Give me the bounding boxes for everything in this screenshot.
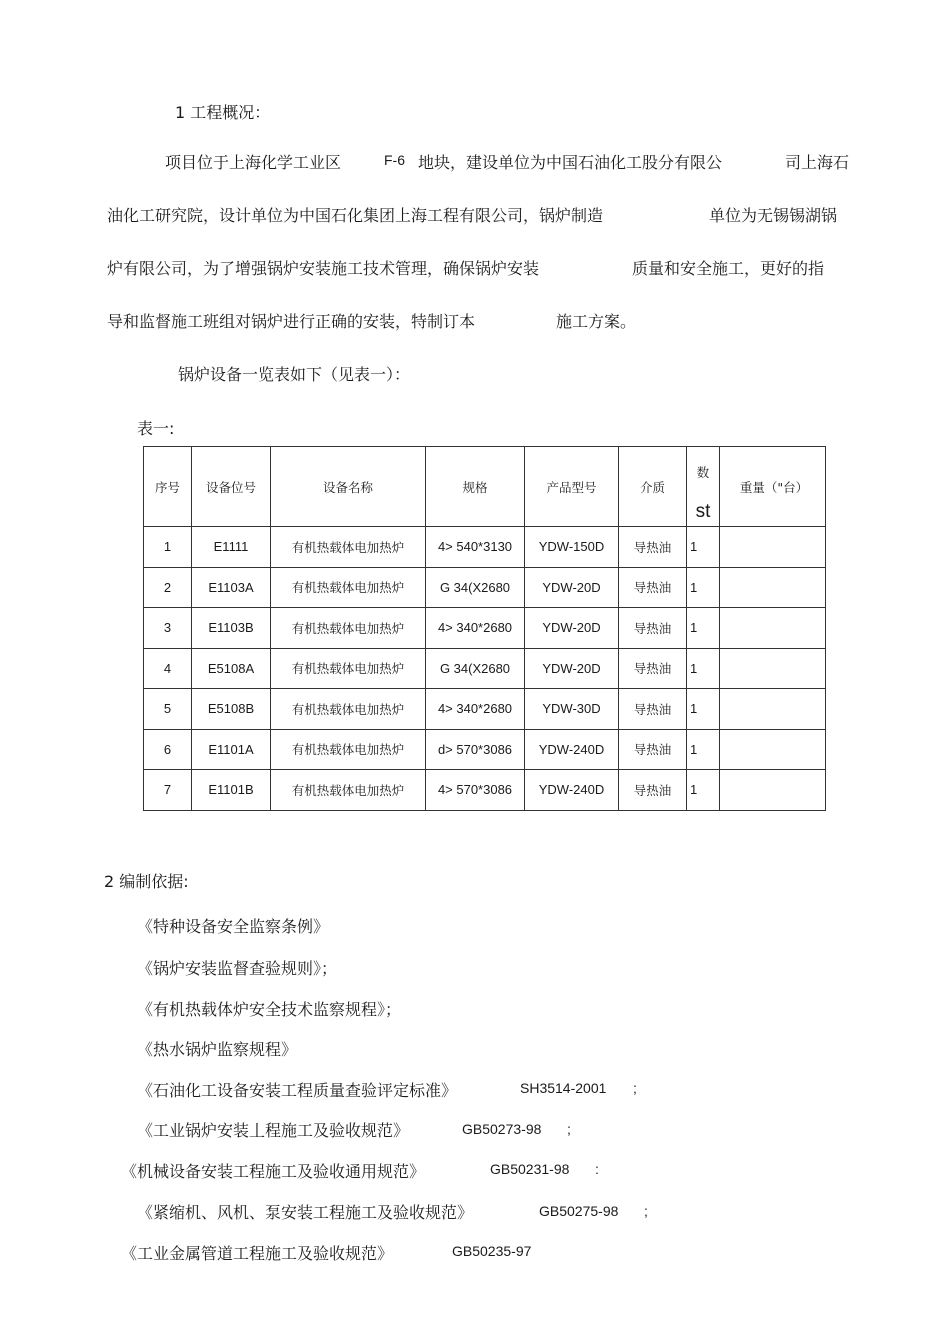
cell-qty: 1 xyxy=(687,729,720,770)
table-intro: 锅炉设备一览表如下（见表一）： xyxy=(178,365,411,384)
cell-medium: 导热油 xyxy=(619,608,687,649)
cell-model: YDW-20D xyxy=(525,648,619,689)
ref-item-1 xyxy=(137,914,329,937)
cell-model: YDW-150D xyxy=(525,527,619,568)
cell-weight xyxy=(720,567,826,608)
ref-code-9: GB50235-97 xyxy=(452,1243,532,1259)
cell-weight xyxy=(720,608,826,649)
ref-title: 《工业锅炉安装丄程施工及验收规范》 xyxy=(137,1121,410,1140)
ref-tail-5: ; xyxy=(633,1080,637,1096)
cell-spec: 4> 340*2680 xyxy=(426,689,525,730)
cell-spec: 4> 540*3130 xyxy=(426,527,525,568)
cell-medium: 导热油 xyxy=(619,527,687,568)
ref-title: 《有机热载体炉安全技术监察规程》； xyxy=(137,1000,402,1019)
header-tag: 设备位号 xyxy=(192,447,271,527)
cell-weight xyxy=(720,527,826,568)
para-line-4b: 施工方案。 xyxy=(556,312,637,331)
para-line-1b: F-6 xyxy=(384,152,405,168)
header-weight: 重量（"台） xyxy=(720,447,826,527)
table-caption: 表一: xyxy=(137,419,175,438)
cell-tag: E1101B xyxy=(192,770,271,811)
cell-spec: d> 570*3086 xyxy=(426,729,525,770)
cell-no: 5 xyxy=(144,689,192,730)
cell-no: 7 xyxy=(144,770,192,811)
cell-qty: 1 xyxy=(687,608,720,649)
para-line-3b: 质量和安全施工，更好的指 xyxy=(632,259,825,278)
cell-tag: E5108A xyxy=(192,648,271,689)
ref-item-6 xyxy=(137,1118,409,1141)
ref-code-5: SH3514-2001 xyxy=(520,1080,607,1096)
cell-name: 有机热载体电加热炉 xyxy=(271,770,426,811)
cell-medium: 导热油 xyxy=(619,567,687,608)
table-row xyxy=(144,648,826,689)
ref-item-4 xyxy=(137,1037,297,1060)
cell-tag: E1111 xyxy=(192,527,271,568)
para-line-2a: 油化工研究院，设计单位为中国石化集团上海工程有限公司，锅炉制造 xyxy=(107,206,604,225)
table-header-row xyxy=(144,447,826,527)
cell-qty: 1 xyxy=(687,527,720,568)
cell-weight xyxy=(720,648,826,689)
cell-medium: 导热油 xyxy=(619,770,687,811)
cell-medium: 导热油 xyxy=(619,648,687,689)
table-row xyxy=(144,567,826,608)
cell-tag: E1103A xyxy=(192,567,271,608)
cell-spec: G 34(X2680 xyxy=(426,648,525,689)
cell-model: YDW-20D xyxy=(525,608,619,649)
cell-medium: 导热油 xyxy=(619,729,687,770)
para-line-1c: 地块，建设单位为中国石油化工股分有限公 xyxy=(418,153,723,172)
para-line-1d: 司上海石 xyxy=(785,153,850,172)
ref-title: 《石油化工设备安装工程质量查验评定标准》 xyxy=(137,1081,458,1100)
cell-spec: 4> 570*3086 xyxy=(426,770,525,811)
cell-weight xyxy=(720,729,826,770)
ref-code-8: GB50275-98 xyxy=(539,1203,619,1219)
ref-title: 《紧缩机、风机、泵安装工程施工及验收规范》 xyxy=(137,1203,474,1222)
header-qty xyxy=(687,447,720,527)
cell-no: 1 xyxy=(144,527,192,568)
ref-item-8 xyxy=(137,1200,473,1223)
header-name: 设备名称 xyxy=(271,447,426,527)
cell-name: 有机热载体电加热炉 xyxy=(271,689,426,730)
cell-tag: E5108B xyxy=(192,689,271,730)
ref-item-2 xyxy=(137,956,337,979)
cell-tag: E1101A xyxy=(192,729,271,770)
header-no: 序号 xyxy=(144,447,192,527)
para-line-3a: 炉有限公司，为了增强锅炉安装施工技术管理，确保锅炉安装 xyxy=(107,259,540,278)
cell-name: 有机热载体电加热炉 xyxy=(271,729,426,770)
para-line-4a: 导和监督施工班组对锅炉进行正确的安装，特制订本 xyxy=(107,312,476,331)
table-row xyxy=(144,770,826,811)
cell-qty: 1 xyxy=(687,567,720,608)
cell-name: 有机热载体电加热炉 xyxy=(271,527,426,568)
ref-item-5 xyxy=(137,1078,457,1101)
ref-item-3 xyxy=(137,997,401,1020)
para-line-2b: 单位为无锡锡湖锅 xyxy=(709,206,838,225)
ref-tail-8: ; xyxy=(644,1203,648,1219)
cell-no: 3 xyxy=(144,608,192,649)
section-1-title: 1 工程概况： xyxy=(175,103,271,122)
cell-model: YDW-240D xyxy=(525,770,619,811)
header-spec: 规格 xyxy=(426,447,525,527)
table-row xyxy=(144,689,826,730)
cell-no: 2 xyxy=(144,567,192,608)
section-2-title: 2 编制依据: xyxy=(104,872,189,891)
cell-qty: 1 xyxy=(687,648,720,689)
cell-qty: 1 xyxy=(687,770,720,811)
cell-name: 有机热载体电加热炉 xyxy=(271,567,426,608)
equipment-table xyxy=(143,446,826,811)
header-qty-bottom: st xyxy=(695,501,711,522)
cell-qty: 1 xyxy=(687,689,720,730)
ref-title: 《锅炉安装监督查验规则》； xyxy=(137,959,338,978)
ref-code-6: GB50273-98 xyxy=(462,1121,542,1137)
cell-no: 6 xyxy=(144,729,192,770)
table-row xyxy=(144,608,826,649)
cell-spec: G 34(X2680 xyxy=(426,567,525,608)
cell-weight xyxy=(720,689,826,730)
ref-title: 《机械设备安装工程施工及验收通用规范》 xyxy=(121,1162,426,1181)
cell-no: 4 xyxy=(144,648,192,689)
ref-title: 《工业金属管道工程施工及验收规范》 xyxy=(121,1244,394,1263)
para-line-1a: 项目位于上海化学工业区 xyxy=(165,153,342,172)
cell-model: YDW-20D xyxy=(525,567,619,608)
ref-title: 《热水锅炉监察规程》 xyxy=(137,1040,298,1059)
cell-name: 有机热载体电加热炉 xyxy=(271,648,426,689)
header-model: 产品型号 xyxy=(525,447,619,527)
cell-model: YDW-30D xyxy=(525,689,619,730)
ref-title: 《特种设备安全监察条例》 xyxy=(137,917,330,936)
cell-tag: E1103B xyxy=(192,608,271,649)
ref-item-9 xyxy=(121,1241,393,1264)
ref-tail-7: : xyxy=(595,1161,599,1177)
cell-weight xyxy=(720,770,826,811)
header-qty-top: 数 xyxy=(696,465,710,480)
ref-code-7: GB50231-98 xyxy=(490,1161,570,1177)
table-row xyxy=(144,729,826,770)
ref-tail-6: ; xyxy=(567,1121,571,1137)
table-row xyxy=(144,527,826,568)
header-medium: 介质 xyxy=(619,447,687,527)
cell-name: 有机热载体电加热炉 xyxy=(271,608,426,649)
cell-spec: 4> 340*2680 xyxy=(426,608,525,649)
ref-item-7 xyxy=(121,1159,425,1182)
cell-medium: 导热油 xyxy=(619,689,687,730)
cell-model: YDW-240D xyxy=(525,729,619,770)
